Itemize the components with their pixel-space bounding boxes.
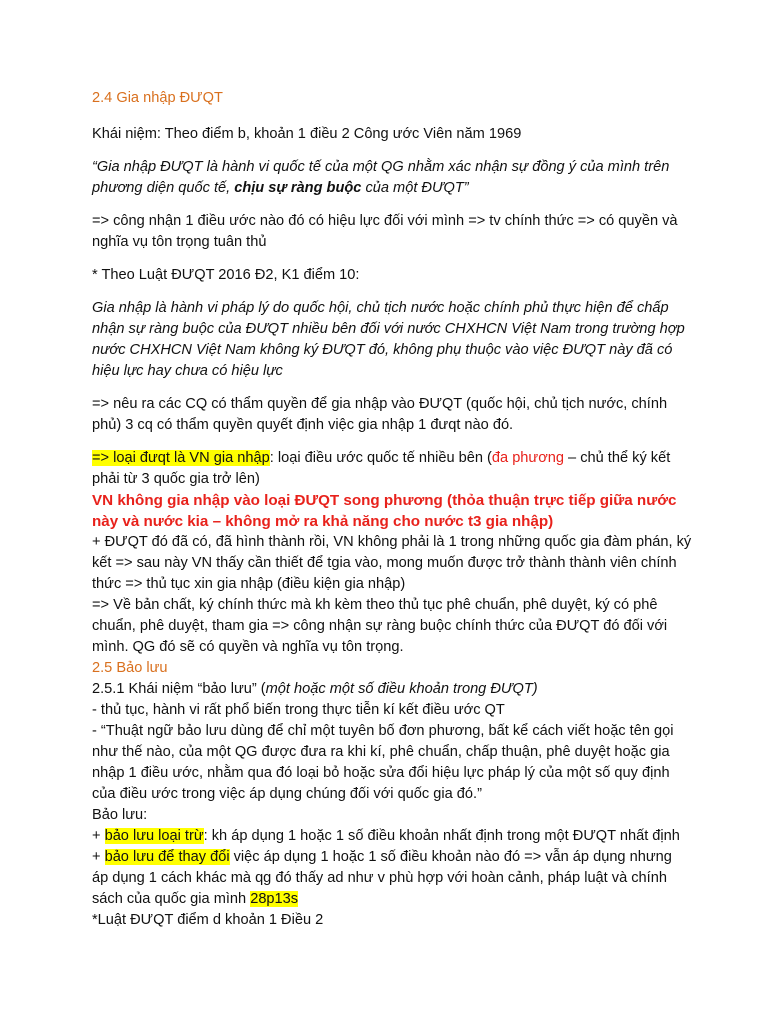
document-page	[92, 88, 692, 931]
reservation-definition: - “Thuật ngữ bảo lưu dùng để chỉ một tuyên bố đơn phương, bất kể cách viết hoặc tên gọi như thế nào, của một QG được đưa ra khi kí, phê chuẩn, chấp thuận, phê duyệt hoặc gia nhập 1 điều ước, nhằm qua đó loại bỏ hoặc sửa đổi hiệu lực pháp lý của một số quy định của điều ước trong việc áp dụng chúng đối với quốc gia đó.”	[92, 723, 674, 802]
section-heading-reservation: 2.5 Bảo lưu	[92, 660, 168, 676]
treaty-type-text-b: – chủ thể ký kết phải từ 3 quốc gia trở lên)	[92, 450, 671, 487]
nature-note: => Về bản chất, ký chính thức mà kh kèm theo thủ tục phê chuẩn, phê duyệt, ký có phê chuẩn, phê duyệt, tham gia => công nhận sự ràng buộc chính thức của ĐƯQT đó đối với mình. QG đó sẽ có quyền và nghĩa vụ tôn trọng.	[92, 597, 668, 655]
law-definition: Gia nhập là hành vi pháp lý do quốc hội, chủ tịch nước hoặc chính phủ thực hiện để chấp nhận sự ràng buộc của ĐƯQT nhiều bên đối với nước CHXHCN Việt Nam trong trường hợp nước CHXHCN Việt Nam không ký ĐƯQT đó, không phụ thuộc vào việc ĐƯQT này đã có hiệu lực hay chưa có hiệu lực	[92, 300, 685, 379]
reservation-concept	[92, 679, 692, 700]
treaty-type-note	[92, 448, 692, 490]
law-point-note: *Luật ĐƯQT điểm d khoản 1 Điều 2	[92, 912, 324, 928]
exclusion-reservation	[92, 826, 692, 847]
treaty-type-text-a: : loại điều ước quốc tế nhiều bên (	[269, 450, 492, 466]
reservation-label: Bảo lưu:	[92, 807, 148, 823]
authorities-note: => nêu ra các CQ có thẩm quyền để gia nhập vào ĐƯQT (quốc hội, chủ tịch nước, chính phủ) 3 cq có thẩm quyền quyết định việc gia nhập 1 đưqt nào đó.	[92, 396, 668, 433]
section-heading-accession: 2.4 Gia nhập ĐƯQT	[92, 90, 223, 106]
reservation-procedure: - thủ tục, hành vi rất phổ biến trong thực tiễn kí kết điều ước QT	[92, 702, 505, 718]
existing-treaty-note: + ĐƯQT đó đã có, đã hình thành rồi, VN không phải là 1 trong những quốc gia đàm phán, ký kết => sau này VN thấy cần thiết để tgia vào, mong muốn được trở thành thành viên chính thức => thủ tục xin gia nhập (điều kiện gia nhập)	[92, 534, 692, 592]
exclusion-text: : kh áp dụng 1 hoặc 1 số điều khoản nhất định trong một ĐƯQT nhất định	[203, 828, 680, 844]
modification-reservation	[92, 847, 692, 910]
accession-recognition: => công nhận 1 điều ước nào đó có hiệu lực đối với mình => tv chính thức => có quyền và nghĩa vụ tôn trọng tuân thủ	[92, 213, 678, 250]
highlight-modification: bảo lưu để thay đổi	[104, 849, 230, 865]
highlight-timestamp: 28p13s	[250, 891, 299, 907]
multilateral-term: đa phương	[491, 450, 564, 466]
bilateral-warning: VN không gia nhập vào loại ĐƯQT song phương (thỏa thuận trực tiếp giữa nước này và nước kia – không mở ra khả năng cho nước t3 gia nhập)	[92, 492, 677, 530]
modification-prefix: +	[92, 849, 105, 865]
quote-text-a: “Gia nhập ĐƯQT là hành vi quốc tế của một QG nhằm xác nhận sự đồng ý của mình trên phương diện quốc tế,	[92, 159, 670, 196]
reservation-concept-text: 2.5.1 Khái niệm “bảo lưu” (	[92, 681, 266, 697]
law-reference: * Theo Luật ĐƯQT 2016 Đ2, K1 điểm 10:	[92, 267, 360, 283]
highlight-treaty-type: => loại đưqt là VN gia nhập	[92, 450, 270, 466]
accession-concept: Khái niệm: Theo điểm b, khoản 1 điều 2 Công ước Viên năm 1969	[92, 126, 522, 142]
exclusion-prefix: +	[92, 828, 105, 844]
modification-text: việc áp dụng 1 hoặc 1 số điều khoản nào đó => vẫn áp dụng nhưng áp dụng 1 cách khác mà qg đó thấy ad như v phù hợp với hoàn cảnh, pháp luật và chính sách của quốc gia mình	[92, 849, 672, 907]
highlight-exclusion: bảo lưu loại trừ	[104, 828, 204, 844]
accession-quote	[92, 157, 692, 199]
quote-text-b: của một ĐƯQT”	[361, 180, 469, 196]
quote-bold-text: chịu sự ràng buộc	[234, 180, 362, 196]
reservation-concept-italic: một hoặc một số điều khoản trong ĐƯQT)	[265, 681, 538, 697]
